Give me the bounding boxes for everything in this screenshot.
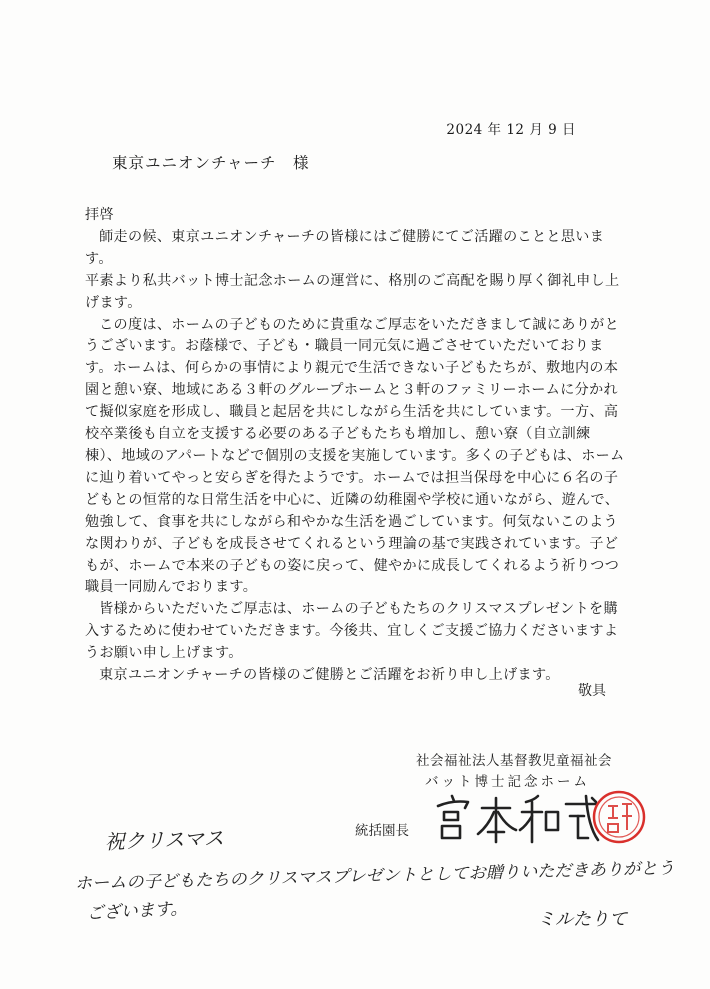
salutation: 拝啓: [85, 207, 114, 223]
home-name: バット博士記念ホーム: [425, 774, 590, 790]
paragraph-usage: 皆様からいただいたご厚志は、ホームの子どもたちのクリスマスプレゼントを購入するために使わせていただきます。今後共、宜しくご支援ご協力くださいますようお願い申し上げます。: [85, 601, 619, 662]
handwritten-line-3: ございます。: [86, 898, 188, 924]
handwritten-line-1: 祝クリスマス: [104, 825, 225, 854]
paragraph-greeting: 師走の候、東京ユニオンチャーチの皆様にはご健勝にてご活躍のことと思います。: [85, 228, 605, 267]
letter-body: [85, 205, 625, 687]
handwritten-line-2: ホームの子どもたちのクリスマスプレゼントとしてお贈りいただきありがとう: [75, 858, 655, 893]
letter-recipient: 東京ユニオンチャーチ 様: [112, 154, 310, 172]
organization-name: 社会福祉法人基督教児童福祉会: [416, 753, 612, 769]
closing: 敬具: [578, 683, 606, 699]
paragraph-description: この度は、ホームの子どものために貴重なご厚志をいただきまして誠にありがとうございます。お蔭様で、子ども・職員一同元気に過ごさせていただいております。ホームは、何らかの事情により親元で生活できない子どもたちが、敷地内の本園と憩い寮、地域にある３軒のグループホームと３軒のファミリーホームに分かれて擬似家庭を形成し、職員と起居を共にしながら生活を共にしています。一方、高校卒業後も自立を支援する必要のある子どもたちも増加し、憩い寮（自立訓練棟）、地域のアパートなどで個別の支援を実施しています。多くの子どもは、ホームに辿り着いてやっと安らぎを得たようです。ホームでは担当保母を中心に６名の子どもとの恒常的な日常生活を中心に、近隣の幼稚園や学校に通いながら、遊んで、勉強して、食事を共にしながら和やかな生活を過ごしています。何気ないこのような関わりが、子どもを成長させてくれるという理論の基で実践されています。子どもが、ホームで本来の子どもの姿に戻って、健やかに成長してくれるよう祈りつつ職員一同励んでおります。: [85, 316, 625, 596]
letter-date: 2024 年 12 月 9 日: [446, 122, 576, 138]
handwritten-note: [75, 815, 695, 955]
paragraph-thanks: 平素より私共バット博士記念ホームの運営に、格別のご高配を賜り厚く御礼申し上げます。: [85, 272, 620, 311]
signer-title: 統括園長: [355, 823, 409, 839]
paragraph-wishes: 東京ユニオンチャーチの皆様のご健勝とご活躍をお祈り申し上げます。: [99, 667, 560, 684]
handwritten-line-4: ミルたりて: [537, 909, 627, 930]
